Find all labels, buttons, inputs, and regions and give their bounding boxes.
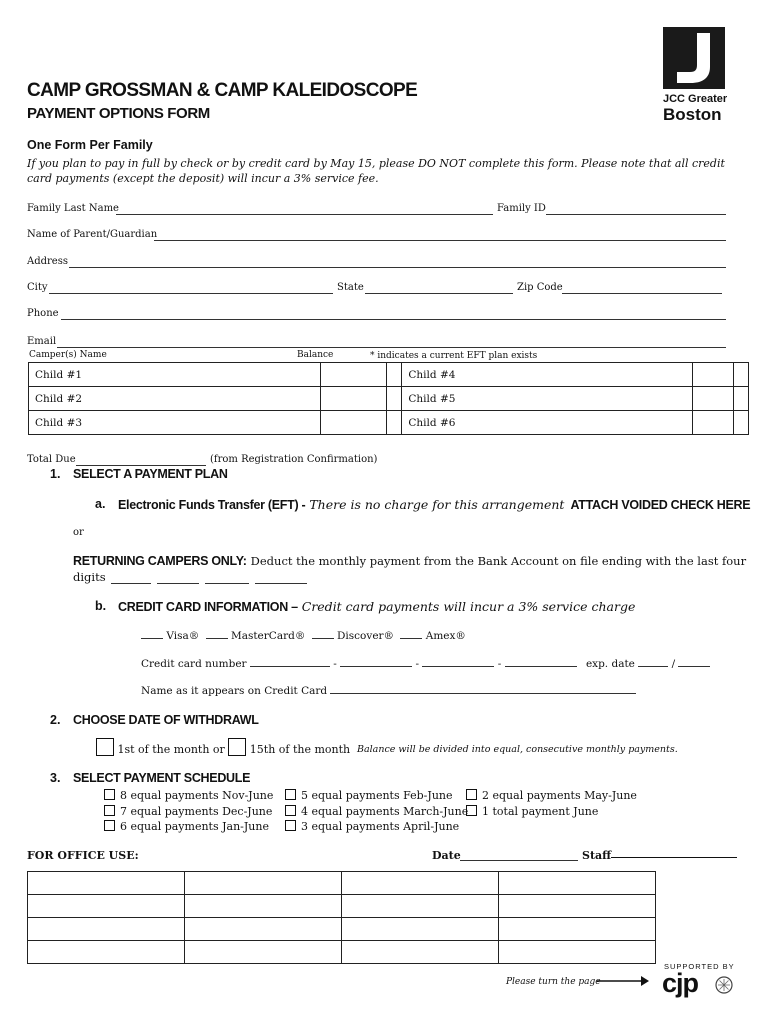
checkbox-icon[interactable]	[104, 820, 115, 831]
visa-field[interactable]	[141, 638, 163, 639]
family-id-field[interactable]	[546, 214, 726, 215]
exp-year-field[interactable]	[678, 666, 710, 667]
digit-field[interactable]	[255, 583, 307, 584]
office-cell[interactable]	[499, 895, 656, 918]
family-id-label: Family ID	[497, 203, 546, 214]
attach-check-note: ATTACH VOIDED CHECK HERE	[570, 498, 751, 512]
first-of-month-label: 1st of the month or	[117, 743, 225, 756]
state-field[interactable]	[365, 293, 513, 294]
schedule-option[interactable]	[104, 804, 273, 820]
office-cell[interactable]	[342, 895, 499, 918]
parent-label: Name of Parent/Guardian	[27, 229, 158, 240]
checkbox-icon[interactable]	[285, 805, 296, 816]
office-cell[interactable]	[185, 941, 342, 964]
intro-note: If you plan to pay in full by check or by credit card by May 15, please DO NOT complete this form. Please note that all credit card payments (except the deposit) will incur a 3% service fee.	[27, 157, 725, 185]
office-cell[interactable]	[499, 918, 656, 941]
office-date-label: Date	[432, 849, 461, 862]
cc-number-field[interactable]	[422, 666, 494, 667]
section3-title: SELECT PAYMENT SCHEDULE	[73, 771, 251, 785]
office-cell[interactable]	[28, 941, 185, 964]
child-5-cell[interactable]: Child #5	[402, 387, 693, 411]
eft-title: Electronic Funds Transfer (EFT) -	[118, 498, 306, 512]
logo-line2: Boston	[663, 105, 722, 124]
fifteenth-of-month-label: 15th of the month	[249, 743, 351, 756]
schedule-option-label: 8 equal payments Nov-June	[120, 789, 274, 802]
checkbox-icon[interactable]	[104, 789, 115, 800]
amex-label: Amex®	[425, 630, 466, 642]
table-row	[29, 411, 749, 435]
schedule-column-2	[285, 788, 468, 835]
office-cell[interactable]	[28, 895, 185, 918]
city-field[interactable]	[49, 293, 333, 294]
amex-field[interactable]	[400, 638, 422, 639]
child-6-cell[interactable]: Child #6	[402, 411, 693, 435]
schedule-column-3	[466, 788, 637, 819]
cc-number-field[interactable]	[505, 666, 577, 667]
digits-label: digits	[73, 570, 106, 584]
digit-field[interactable]	[205, 583, 249, 584]
page-title: CAMP GROSSMAN & CAMP KALEIDOSCOPE	[27, 80, 418, 101]
family-last-name-field[interactable]	[116, 214, 493, 215]
cc-number-label: Credit card number	[141, 658, 247, 670]
schedule-option-label: 5 equal payments Feb-June	[301, 789, 453, 802]
section1-title: SELECT A PAYMENT PLAN	[73, 467, 228, 481]
family-last-name-label: Family Last Name	[27, 203, 119, 214]
office-table	[27, 871, 656, 964]
eft-cell[interactable]	[387, 411, 402, 435]
exp-month-field[interactable]	[638, 666, 668, 667]
exp-date-label: exp. date	[585, 658, 635, 670]
section3-number: 3.	[50, 771, 61, 785]
eft-cell[interactable]	[387, 363, 402, 387]
balance-header: Balance	[297, 350, 334, 360]
jcc-logo-mark	[663, 27, 725, 89]
eft-cell[interactable]	[387, 387, 402, 411]
one-form-heading: One Form Per Family	[27, 138, 153, 152]
office-use-label: FOR OFFICE USE:	[27, 849, 139, 862]
credit-card-title: CREDIT CARD INFORMATION –	[118, 600, 298, 614]
j-letter-icon	[663, 27, 725, 89]
address-field[interactable]	[69, 267, 726, 268]
child-2-cell[interactable]: Child #2	[29, 387, 321, 411]
mastercard-field[interactable]	[206, 638, 228, 639]
zip-field[interactable]	[562, 293, 722, 294]
turn-page-note: Please turn the page	[506, 977, 601, 987]
office-cell[interactable]	[342, 918, 499, 941]
name-on-card-label: Name as it appears on Credit Card	[141, 685, 328, 697]
fifteenth-of-month-checkbox[interactable]	[228, 738, 246, 756]
total-due-label: Total Due	[27, 454, 76, 465]
zip-label: Zip Code	[517, 282, 563, 293]
child-3-cell[interactable]: Child #3	[29, 411, 321, 435]
city-label: City	[27, 282, 48, 293]
arrow-right-icon	[597, 975, 649, 987]
first-of-month-checkbox[interactable]	[96, 738, 114, 756]
eft-label: a.	[95, 497, 106, 511]
schedule-column-1	[104, 788, 273, 835]
mastercard-label: MasterCard®	[230, 630, 306, 642]
email-field[interactable]	[57, 347, 726, 348]
discover-label: Discover®	[337, 630, 395, 642]
table-row	[28, 941, 656, 964]
office-cell[interactable]	[185, 918, 342, 941]
eft-cell[interactable]	[733, 387, 748, 411]
schedule-option[interactable]	[466, 804, 637, 820]
balance-cell[interactable]	[320, 363, 387, 387]
state-label: State	[337, 282, 364, 293]
email-label: Email	[27, 336, 57, 347]
office-staff-field[interactable]	[611, 857, 737, 858]
digit-field[interactable]	[157, 583, 199, 584]
office-staff-label: Staff	[582, 849, 612, 862]
eft-cell[interactable]	[733, 411, 748, 435]
balance-cell[interactable]	[693, 411, 734, 435]
schedule-option[interactable]	[104, 819, 273, 835]
total-due-suffix: (from Registration Confirmation)	[210, 454, 378, 465]
schedule-option[interactable]	[466, 788, 637, 804]
balance-cell[interactable]	[693, 363, 734, 387]
balance-cell[interactable]	[320, 387, 387, 411]
office-cell[interactable]	[185, 895, 342, 918]
office-cell[interactable]	[28, 872, 185, 895]
table-row	[28, 872, 656, 895]
balance-cell[interactable]	[320, 411, 387, 435]
credit-card-note: Credit card payments will incur a 3% service charge	[301, 599, 636, 614]
parent-field[interactable]	[154, 240, 726, 241]
schedule-option[interactable]	[285, 819, 468, 835]
child-4-cell[interactable]: Child #4	[402, 363, 693, 387]
digit-field[interactable]	[111, 583, 151, 584]
schedule-option[interactable]	[285, 788, 468, 804]
campers-table	[28, 362, 749, 435]
withdrawal-note: Balance will be divided into equal, consecutive monthly payments.	[357, 744, 678, 755]
office-cell[interactable]	[185, 872, 342, 895]
discover-field[interactable]	[312, 638, 334, 639]
schedule-option[interactable]	[104, 788, 273, 804]
checkbox-icon[interactable]	[104, 805, 115, 816]
office-cell[interactable]	[342, 941, 499, 964]
credit-card-label: b.	[95, 599, 107, 613]
checkbox-icon[interactable]	[466, 805, 477, 816]
cc-number-field[interactable]	[250, 666, 330, 667]
schedule-option-label: 3 equal payments April-June	[301, 820, 460, 833]
campers-name-header: Camper(s) Name	[29, 350, 107, 360]
checkbox-icon[interactable]	[285, 789, 296, 800]
table-row	[29, 363, 749, 387]
schedule-option-label: 2 equal payments May-June	[482, 789, 637, 802]
schedule-option-label: 7 equal payments Dec-June	[120, 804, 273, 818]
visa-label: Visa®	[166, 630, 200, 642]
or-text: or	[73, 527, 84, 538]
schedule-option[interactable]	[285, 804, 468, 820]
office-cell[interactable]	[342, 872, 499, 895]
name-on-card-field[interactable]	[330, 693, 636, 694]
schedule-option-label: 4 equal payments March-June	[301, 804, 469, 818]
office-cell[interactable]	[499, 872, 656, 895]
address-label: Address	[27, 256, 68, 267]
eft-indicator-note: * indicates a current EFT plan exists	[370, 351, 538, 361]
section1-number: 1.	[50, 467, 61, 481]
table-row	[29, 387, 749, 411]
office-cell[interactable]	[28, 918, 185, 941]
office-date-field[interactable]	[460, 860, 578, 861]
phone-label: Phone	[27, 308, 59, 319]
total-due-field[interactable]	[76, 465, 206, 466]
office-cell[interactable]	[499, 941, 656, 964]
checkbox-icon[interactable]	[466, 789, 477, 800]
schedule-option-label: 6 equal payments Jan-June	[120, 820, 269, 833]
logo-line1: JCC Greater	[663, 93, 728, 105]
section2-number: 2.	[50, 713, 61, 727]
checkbox-icon[interactable]	[285, 820, 296, 831]
section2-title: CHOOSE DATE OF WITHDRAWL	[73, 713, 259, 727]
table-row	[28, 895, 656, 918]
page-subtitle: PAYMENT OPTIONS FORM	[27, 105, 210, 122]
eft-note: There is no charge for this arrangement	[309, 497, 565, 512]
child-1-cell[interactable]: Child #1	[29, 363, 321, 387]
balance-cell[interactable]	[693, 387, 734, 411]
schedule-option-label: 1 total payment June	[482, 804, 599, 818]
returning-campers-label: RETURNING CAMPERS ONLY:	[73, 554, 247, 568]
table-row	[28, 918, 656, 941]
phone-field[interactable]	[61, 319, 726, 320]
cjp-logo-text: cjp	[662, 968, 699, 998]
cc-number-field[interactable]	[340, 666, 412, 667]
supported-by-label: SUPPORTED BY	[664, 962, 735, 971]
cjp-emblem-icon	[715, 976, 733, 994]
returning-campers-text: Deduct the monthly payment from the Bank Account on file ending with the last four	[250, 554, 747, 568]
eft-cell[interactable]	[733, 363, 748, 387]
